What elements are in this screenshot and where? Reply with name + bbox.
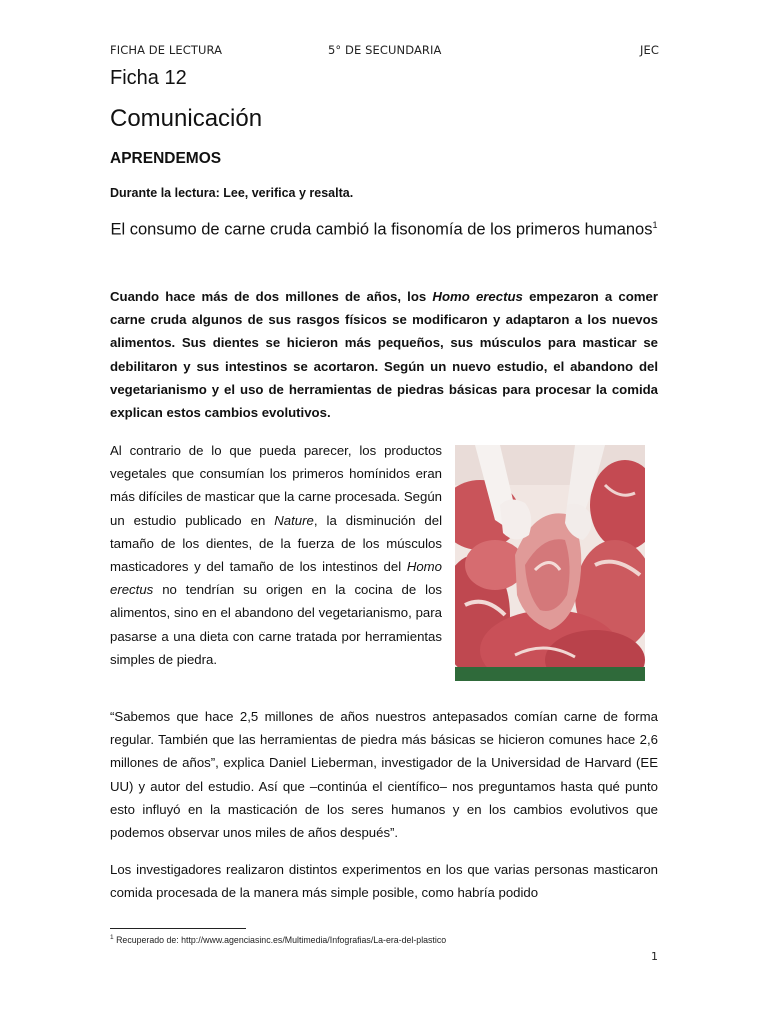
reading-instruction: Durante la lectura: Lee, verifica y resalta. (110, 186, 354, 200)
paragraph-2 (110, 439, 442, 671)
article-title (110, 215, 658, 241)
p2-text-3: no tendrían su origen en la cocina de los alimentos, sino en el abandono del vegetarianismo, para pasarse a una dieta con carne tratada por herramientas simples de piedra. (110, 582, 442, 667)
footnote-divider (110, 928, 246, 929)
raw-meat-photo (455, 445, 645, 681)
footnote-text: Recuperado de: http://www.agenciasinc.es/Multimedia/Infografias/La-era-del-plastico (113, 934, 447, 945)
species-name: Homo erectus (110, 559, 442, 598)
raw-meat-illustration (455, 445, 645, 681)
lead-text-1: Cuando hace más de dos millones de años, los (110, 289, 433, 304)
journal-name: Nature (274, 512, 314, 528)
section-heading: APRENDEMOS (110, 150, 222, 167)
paragraph-3: “Sabemos que hace 2,5 millones de años nuestros antepasados comían carne de forma regular. También que las herramientas de piedra más básicas se hicieron comunes hace 2,6 millones de años”, explica Daniel Lieberman, investigador de la Universidad de Harvard (EE UU) y autor del estudio. Así que –continúa el científico– nos preguntamos hasta qué punto esto influyó en la masticación de los seres humanos y en los cambios evolutivos que podemos observar unos miles de años después”. (110, 709, 658, 841)
p2-text-2: , la disminución del tamaño de los dientes, de la fuerza de los músculos masticadores y del tamaño de los intestinos del (110, 512, 442, 575)
footnote (110, 934, 446, 945)
article-title-text: El consumo de carne cruda cambió la fisonomía de los primeros humanos (110, 220, 653, 239)
paragraph-4: Los investigadores realizaron distintos experimentos en los que varias personas masticaron comida procesada de la manera más simple posible, como habría podido (110, 862, 658, 901)
header-left: FICHA DE LECTURA (110, 43, 223, 57)
ficha-number: Ficha 12 (110, 67, 187, 89)
lead-text-2: empezaron a comer carne cruda algunos de sus rasgos físicos se modificaron y adaptaron a los nuevos alimentos. Sus dientes se hicieron más pequeños, sus músculos para masticar se debilitaron y sus intestinos se acortaron. Según un nuevo estudio, el abandono del vegetarianismo y el uso de herramientas de piedras básicas para procesar la comida explican estos cambios evolutivos. (110, 289, 658, 421)
header-center: 5° DE SECUNDARIA (328, 43, 442, 57)
p2-text-1: Al contrario de lo que pueda parecer, los productos vegetales que consumían los primeros homínidos eran más difíciles de masticar que la carne procesada. Según un estudio publicado en (110, 443, 442, 528)
footnote-reference: 1 (652, 220, 658, 230)
lead-paragraph (110, 285, 658, 424)
footnote-mark: 1 (110, 934, 114, 941)
subject-title: Comunicación (110, 105, 263, 132)
species-name: Homo erectus (432, 289, 523, 304)
header-right: JEC (640, 43, 659, 57)
page-number: 1 (651, 950, 658, 963)
